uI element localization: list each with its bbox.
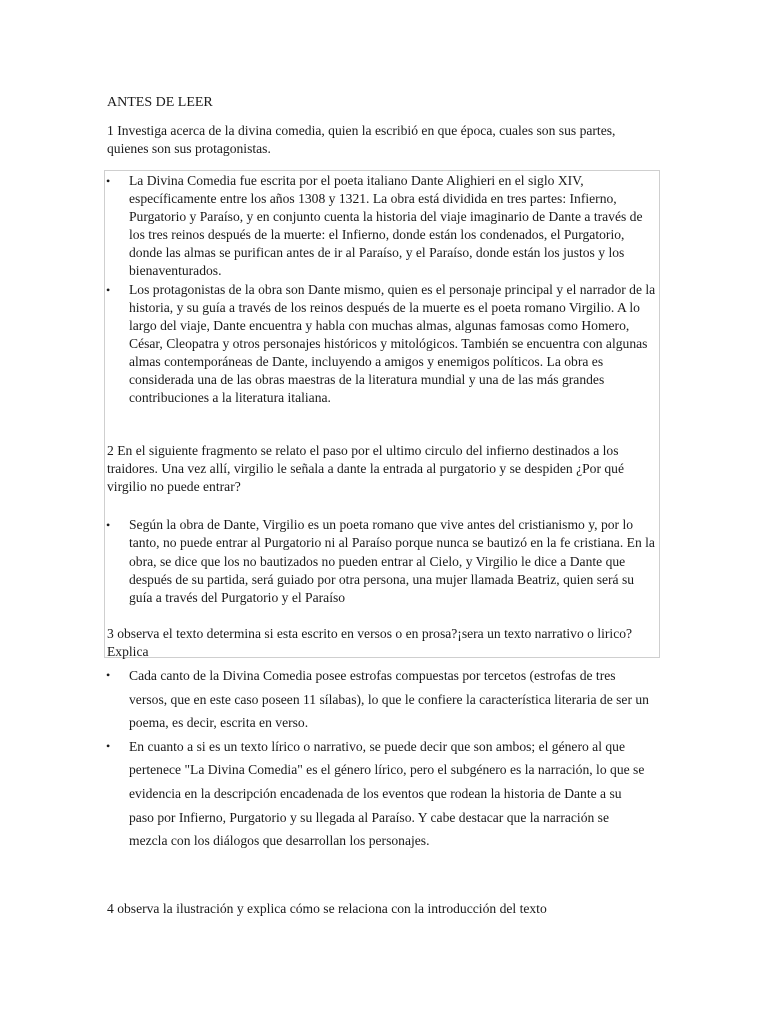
bullet-icon: • (106, 668, 111, 682)
question-2: 2 En el siguiente fragmento se relato el paso por el ultimo circulo del infierno destinados a los traidores. Una vez allí, virgilio le señala a dante la entrada al purgatorio y se despiden ¿Por qué virgilio no puede entrar? (107, 443, 625, 494)
answer-list-3 (106, 664, 649, 853)
list-item (106, 172, 657, 281)
answer-list-1 (106, 172, 657, 407)
list-item-text: Según la obra de Dante, Virgilio es un poeta romano que vive antes del cristianismo y, por lo tanto, no puede entrar al Purgatorio ni al Paraíso porque nunca se bautizó en la fe cristiana. En la obra, se dice que los no bautizados no pueden entrar al Cielo, y Virgilio le dice a Dante que después de su partida, será guiado por otra persona, una mujer llamada Beatriz, quien será su guía a través del Purgatorio y el Paraíso (129, 517, 655, 606)
bullet-icon: • (106, 282, 111, 297)
list-item (106, 664, 649, 735)
list-item-text: La Divina Comedia fue escrita por el poeta italiano Dante Alighieri en el siglo XIV, específicamente entre los años 1308 y 1321. La obra está dividida en tres partes: Infierno, Purgatorio y Paraíso, y en conjunto cuenta la historia del viaje imaginario de Dante a través de los tres reinos después de la muerte: el Infierno, donde están los condenados, el Purgatorio, donde las almas se purifican antes de ir al Paraíso, y el Paraíso, donde están los justos y los bienaventurados. (129, 173, 643, 279)
bullet-icon: • (106, 174, 111, 188)
bullet-icon: • (106, 518, 111, 532)
list-item-text: Cada canto de la Divina Comedia posee estrofas compuestas por tercetos (estrofas de tres versos, que en este caso poseen 11 sílabas), lo que le confiere la característica literaria de ser un poema, es decir, escrita en verso. (129, 668, 649, 731)
section-heading: ANTES DE LEER (107, 95, 213, 110)
list-item-text: En cuanto a si es un texto lírico o narrativo, se puede decir que son ambos; el género al que pertenece "La Divina Comedia" es el género lírico, pero el subgénero es la narración, lo que se evidencia en la descripción encadenada de los eventos que rodean la historia de Dante a su paso por Infierno, Purgatorio y su llegada al Paraíso. Y cabe destacar que la narración se mezcla con los diálogos que desarrollan los personajes. (129, 738, 645, 849)
list-item (106, 516, 657, 607)
list-item (106, 735, 649, 853)
question-4: 4 observa la ilustración y explica cómo se relaciona con la introducción del texto (107, 901, 547, 916)
question-3: 3 observa el texto determina si esta escrito en versos o en prosa?¡sera un texto narrativo o lirico? Explica (107, 626, 633, 659)
answer-list-2 (106, 516, 657, 607)
question-1: 1 Investiga acerca de la divina comedia, quien la escribió en que época, cuales son sus partes, quienes son sus protagonistas. (107, 123, 616, 156)
bullet-icon: • (106, 738, 111, 753)
list-item (106, 281, 657, 408)
list-item-text: Los protagonistas de la obra son Dante mismo, quien es el personaje principal y el narrador de la historia, y su guía a través de los reinos después de la muerte es el poeta romano Virgilio. A lo largo del viaje, Dante encuentra y habla con muchas almas, algunas famosas como Homero, César, Cleopatra y otros personajes históricos y mitológicos. También se encuentra con algunas almas contemporáneas de Dante, incluyendo a amigos y enemigos políticos. La obra es considerada una de las obras maestras de la literatura mundial y una de las más grandes contribuciones a la literatura italiana. (129, 281, 656, 406)
